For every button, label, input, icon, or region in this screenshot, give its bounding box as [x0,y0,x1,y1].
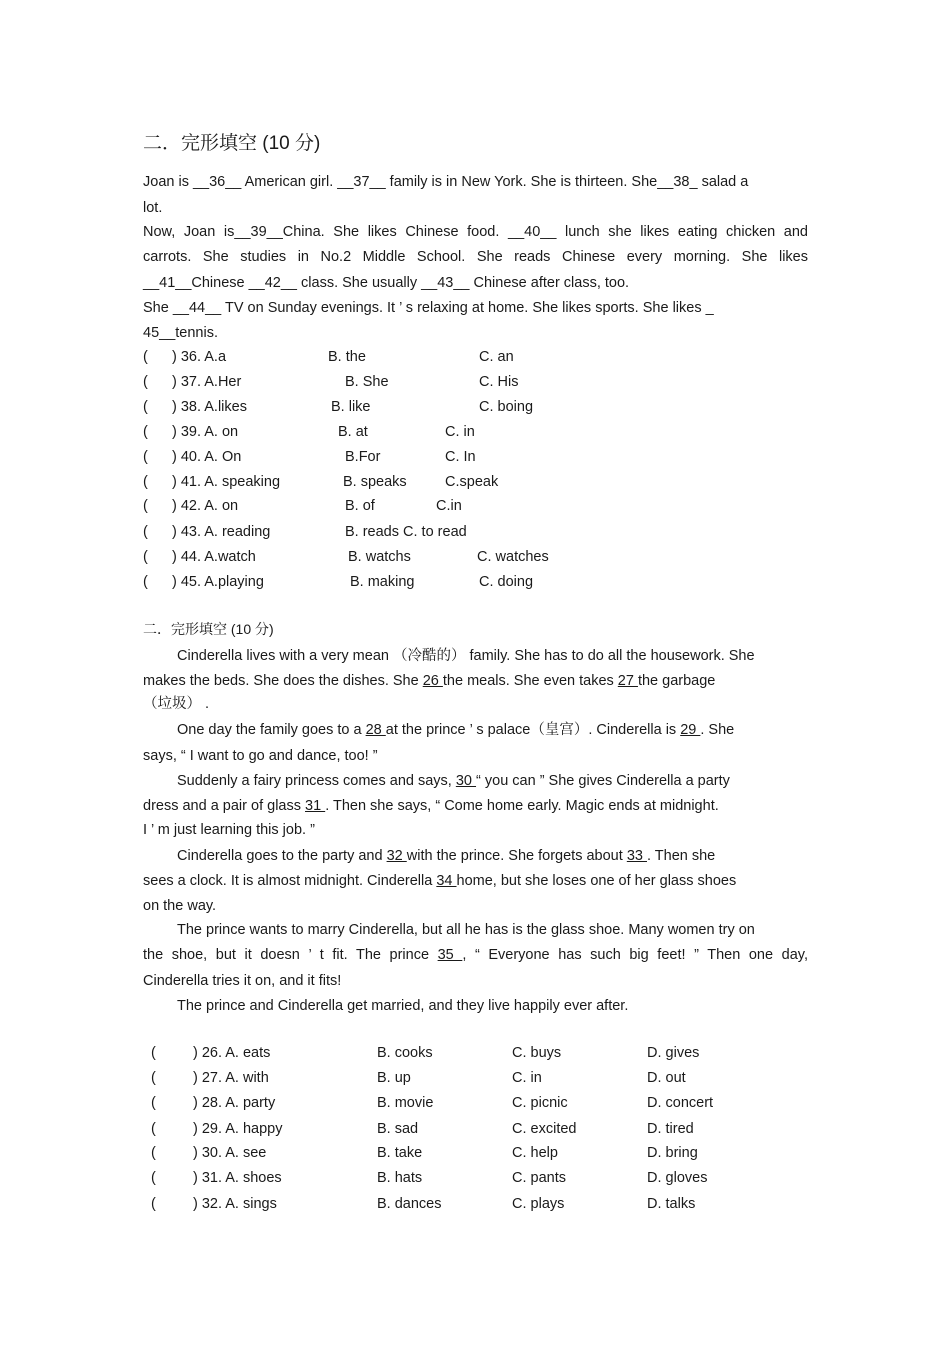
option-b: B. at [338,424,368,440]
option-b: B. speaks [343,474,407,490]
blank-35: 35 [437,947,463,963]
blank-31: 31 [305,798,326,814]
passage2-p3-line-3: I ’ m just learning this job. ” [143,822,315,838]
question-stem: ) 37. A.Her [172,374,242,390]
passage2-p3-line-2 [143,797,719,815]
option-d: D. concert [647,1095,714,1111]
question-stem: ) 28. A. party [193,1095,276,1111]
question-stem: ) 41. A. speaking [172,474,281,490]
answer-paren: ( [151,1196,156,1212]
option-b: B. sad [377,1121,419,1137]
answer-paren: ( [143,399,148,415]
question-stem: ) 31. A. shoes [193,1170,282,1186]
passage1-line-1: Joan is __36__ American girl. __37__ family is in New York. She is thirteen. She__38_ salad a [143,174,749,190]
option-c: C. His [479,374,519,390]
passage2-p1-line-2 [143,672,715,690]
question-stem: ) 26. A. eats [193,1045,271,1061]
blank-27: 27 [617,673,638,689]
option-c: C.speak [445,474,499,490]
option-b: B. like [331,399,371,415]
option-c: C. in [512,1070,542,1086]
option-c: C. picnic [512,1095,568,1111]
answer-paren: ( [143,424,148,440]
answer-paren: ( [151,1095,156,1111]
text: home, but she loses one of her glass shoes [456,873,737,889]
option-b: B. take [377,1145,423,1161]
option-c: C. watches [477,549,549,565]
option-c: C. In [445,449,476,465]
option-c: C. buys [512,1045,562,1061]
answer-paren: ( [151,1045,156,1061]
text: sees a clock. It is almost midnight. Cinderella [143,873,437,889]
text: “ you can ” She gives Cinderella a party [476,773,730,789]
question-stem: ) 32. A. sings [193,1196,277,1212]
passage1-line-4: carrots. She studies in No.2 Middle School. She reads Chinese every morning. She likes [143,249,808,265]
text: , “ Everyone has such big feet! ” Then one day, [462,947,808,963]
answer-paren: ( [143,524,148,540]
passage2-p2-line-1 [177,721,734,739]
question-stem: ) 42. A. on [172,498,239,514]
text: . Then she says, “ Come home early. Magic ends at midnight. [325,798,719,814]
answer-paren: ( [151,1121,156,1137]
option-c: C. boing [479,399,534,415]
option-c: C. plays [512,1196,565,1212]
blank-32: 32 [386,848,407,864]
section2-heading: 二．完形填空 (10 分) [143,621,274,637]
passage2-p2-line-2: says, “ I want to go and dance, too! ” [143,748,378,764]
option-c: C. pants [512,1170,566,1186]
option-b: B. up [377,1070,411,1086]
option-d: D. tired [647,1121,694,1137]
option-d: D. out [647,1070,686,1086]
question-stem: ) 45. A.playing [172,574,264,590]
text: Suddenly a fairy princess comes and says, [177,773,456,789]
passage2-p5-line-1: The prince wants to marry Cinderella, but all he has is the glass shoe. Many women try on [177,922,755,938]
option-d: D. gives [647,1045,700,1061]
passage2-p1-line-1: Cinderella lives with a very mean （冷酷的） family. She has to do all the housework. She [177,648,755,664]
text: the shoe, but it doesn ’ t fit. The prince [143,947,438,963]
question-stem: ) 40. A. On [172,449,242,465]
passage1-line-2: lot. [143,200,163,216]
option-b: B. of [345,498,375,514]
passage2-p6-line-1: The prince and Cinderella get married, and they live happily ever after. [177,998,629,1014]
blank-30: 30 [455,773,477,789]
passage2-p4-line-2 [143,872,736,890]
option-b: B. movie [377,1095,434,1111]
passage2-p4-line-3: on the way. [143,898,217,914]
option-b: B. reads C. to read [345,524,467,540]
answer-paren: ( [151,1070,156,1086]
question-stem: ) 27. A. with [193,1070,269,1086]
question-stem: ) 29. A. happy [193,1121,283,1137]
option-d: D. gloves [647,1170,708,1186]
passage1-line-7: 45__tennis. [143,325,218,341]
option-c: C. in [445,424,475,440]
passage1-line-5: __41__Chinese __42__ class. She usually __43__ Chinese after class, too. [143,275,630,291]
section1-heading: 二．完形填空 (10 分) [143,133,321,154]
text: One day the family goes to a [177,722,366,738]
option-c: C.in [436,498,462,514]
passage2-p4-line-1 [177,847,715,865]
answer-paren: ( [151,1170,156,1186]
passage2-p5-line-3: Cinderella tries it on, and it fits! [143,973,342,989]
blank-29: 29 [680,722,701,738]
text: makes the beds. She does the dishes. She [143,673,423,689]
question-stem: ) 39. A. on [172,424,239,440]
option-c: C. help [512,1145,558,1161]
text: the garbage [637,673,716,689]
text: . She [700,722,735,738]
answer-paren: ( [143,574,148,590]
blank-28: 28 [365,722,386,738]
blank-34: 34 [436,873,457,889]
text: the meals. She even takes [442,673,618,689]
answer-paren: ( [151,1145,156,1161]
passage2-p5-line-2 [143,946,808,964]
blank-26: 26 [422,673,443,689]
option-b: B. cooks [377,1045,433,1061]
text: Cinderella goes to the party and [177,848,387,864]
option-c: C. doing [479,574,534,590]
option-b: B. She [345,374,389,390]
question-stem: ) 43. A. reading [172,524,271,540]
option-c: C. excited [512,1121,577,1137]
passage2-p3-line-1 [177,772,730,790]
option-b: B. hats [377,1170,423,1186]
blank-33: 33 [626,848,647,864]
text: at the prince ’ s palace（皇宫）. Cinderella is [385,722,681,738]
passage1-line-6: She __44__ TV on Sunday evenings. It ’ s relaxing at home. She likes sports. She likes _ [143,300,714,316]
option-b: B. dances [377,1196,442,1212]
text: dress and a pair of glass [143,798,306,814]
passage2-p1-line-3: （垃圾） . [143,696,210,712]
passage1-line-3: Now, Joan is__39__China. She likes Chinese food. __40__ lunch she likes eating chicken and [143,224,808,240]
question-stem: ) 44. A.watch [172,549,256,565]
option-b: B. watchs [348,549,411,565]
option-c: C. an [479,349,514,365]
option-b: B. making [350,574,415,590]
answer-paren: ( [143,549,148,565]
question-stem: ) 36. A.a [172,349,227,365]
question-stem: ) 38. A.likes [172,399,247,415]
text: with the prince. She forgets about [406,848,627,864]
answer-paren: ( [143,349,148,365]
answer-paren: ( [143,498,148,514]
option-b: B. the [328,349,366,365]
answer-paren: ( [143,449,148,465]
option-d: D. talks [647,1196,696,1212]
answer-paren: ( [143,374,148,390]
text: . Then she [646,848,716,864]
option-b: B.For [345,449,381,465]
answer-paren: ( [143,474,148,490]
question-stem: ) 30. A. see [193,1145,267,1161]
option-d: D. bring [647,1145,698,1161]
